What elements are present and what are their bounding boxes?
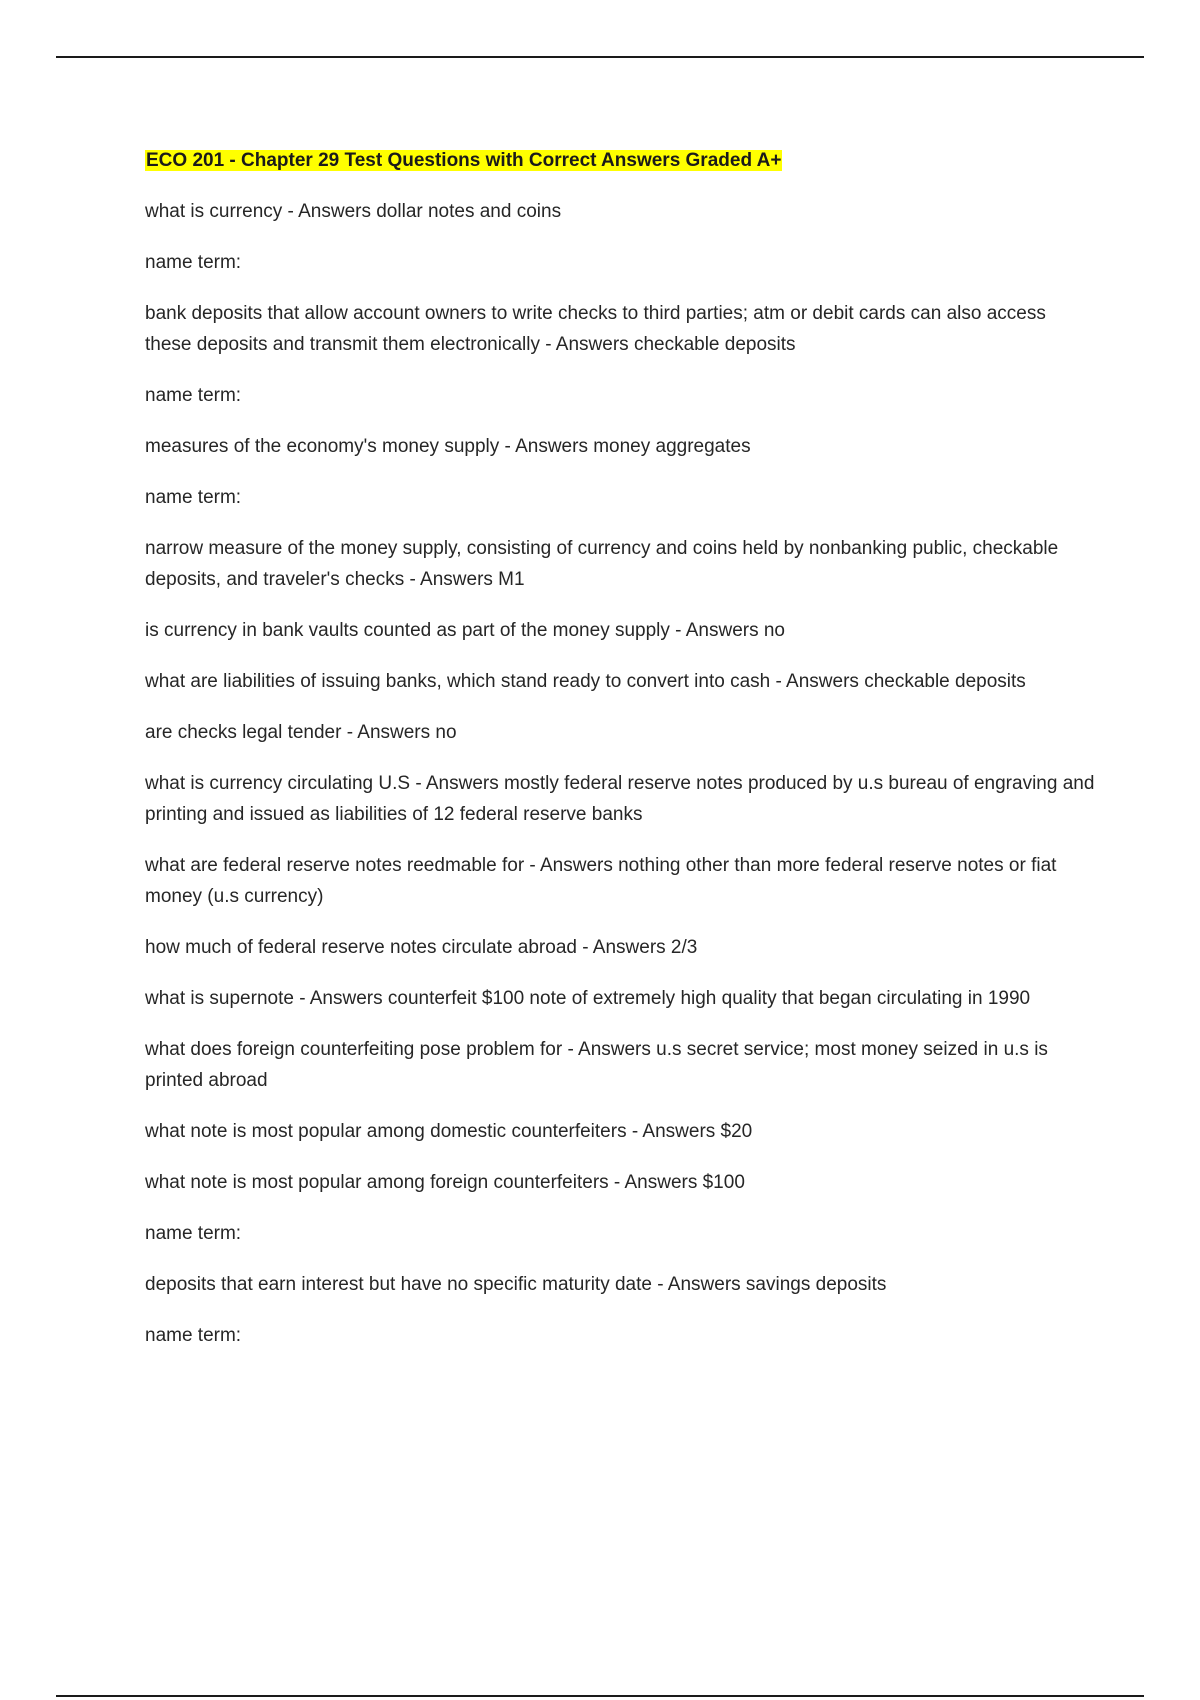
document-title: [145, 145, 1095, 176]
header-rule: [56, 56, 1144, 58]
document-title-text: ECO 201 - Chapter 29 Test Questions with Correct Answers Graded A+: [146, 150, 782, 171]
qa-paragraph: name term:: [145, 487, 242, 508]
qa-paragraph: how much of federal reserve notes circulate abroad - Answers 2/3: [145, 937, 698, 958]
qa-paragraph: what is supernote - Answers counterfeit $100 note of extremely high quality that began circulating in 1990: [145, 988, 1031, 1009]
qa-paragraph: what note is most popular among foreign counterfeiters - Answers $100: [145, 1172, 745, 1193]
qa-paragraph: what are liabilities of issuing banks, which stand ready to convert into cash - Answers checkable deposits: [145, 671, 1026, 692]
qa-paragraph: narrow measure of the money supply, consisting of currency and coins held by nonbanking public, checkable deposits, and traveler's checks - Answers M1: [145, 538, 1059, 590]
qa-paragraph: what is currency circulating U.S - Answers mostly federal reserve notes produced by u.s bureau of engraving and printing and issued as liabilities of 12 federal reserve banks: [145, 773, 1095, 825]
qa-paragraph: name term:: [145, 252, 242, 273]
qa-paragraph: what is currency - Answers dollar notes and coins: [145, 201, 562, 222]
qa-paragraph: name term:: [145, 1223, 242, 1244]
qa-paragraph: name term:: [145, 1325, 242, 1346]
qa-paragraph: measures of the economy's money supply - Answers money aggregates: [145, 436, 751, 457]
qa-paragraph: are checks legal tender - Answers no: [145, 722, 457, 743]
qa-paragraph: name term:: [145, 385, 242, 406]
qa-paragraph: deposits that earn interest but have no specific maturity date - Answers savings deposits: [145, 1274, 887, 1295]
qa-paragraph: what does foreign counterfeiting pose problem for - Answers u.s secret service; most money seized in u.s is printed abroad: [145, 1039, 1048, 1091]
footer-rule: [56, 1695, 1144, 1697]
qa-paragraph: bank deposits that allow account owners to write checks to third parties; atm or debit cards can also access these deposits and transmit them electronically - Answers checkable deposits: [145, 303, 1046, 355]
qa-paragraph: is currency in bank vaults counted as part of the money supply - Answers no: [145, 620, 785, 641]
document-body: [145, 145, 1095, 1371]
qa-paragraph: what note is most popular among domestic counterfeiters - Answers $20: [145, 1121, 753, 1142]
qa-paragraph: what are federal reserve notes reedmable for - Answers nothing other than more federal reserve notes or fiat money (u.s currency): [145, 855, 1057, 907]
